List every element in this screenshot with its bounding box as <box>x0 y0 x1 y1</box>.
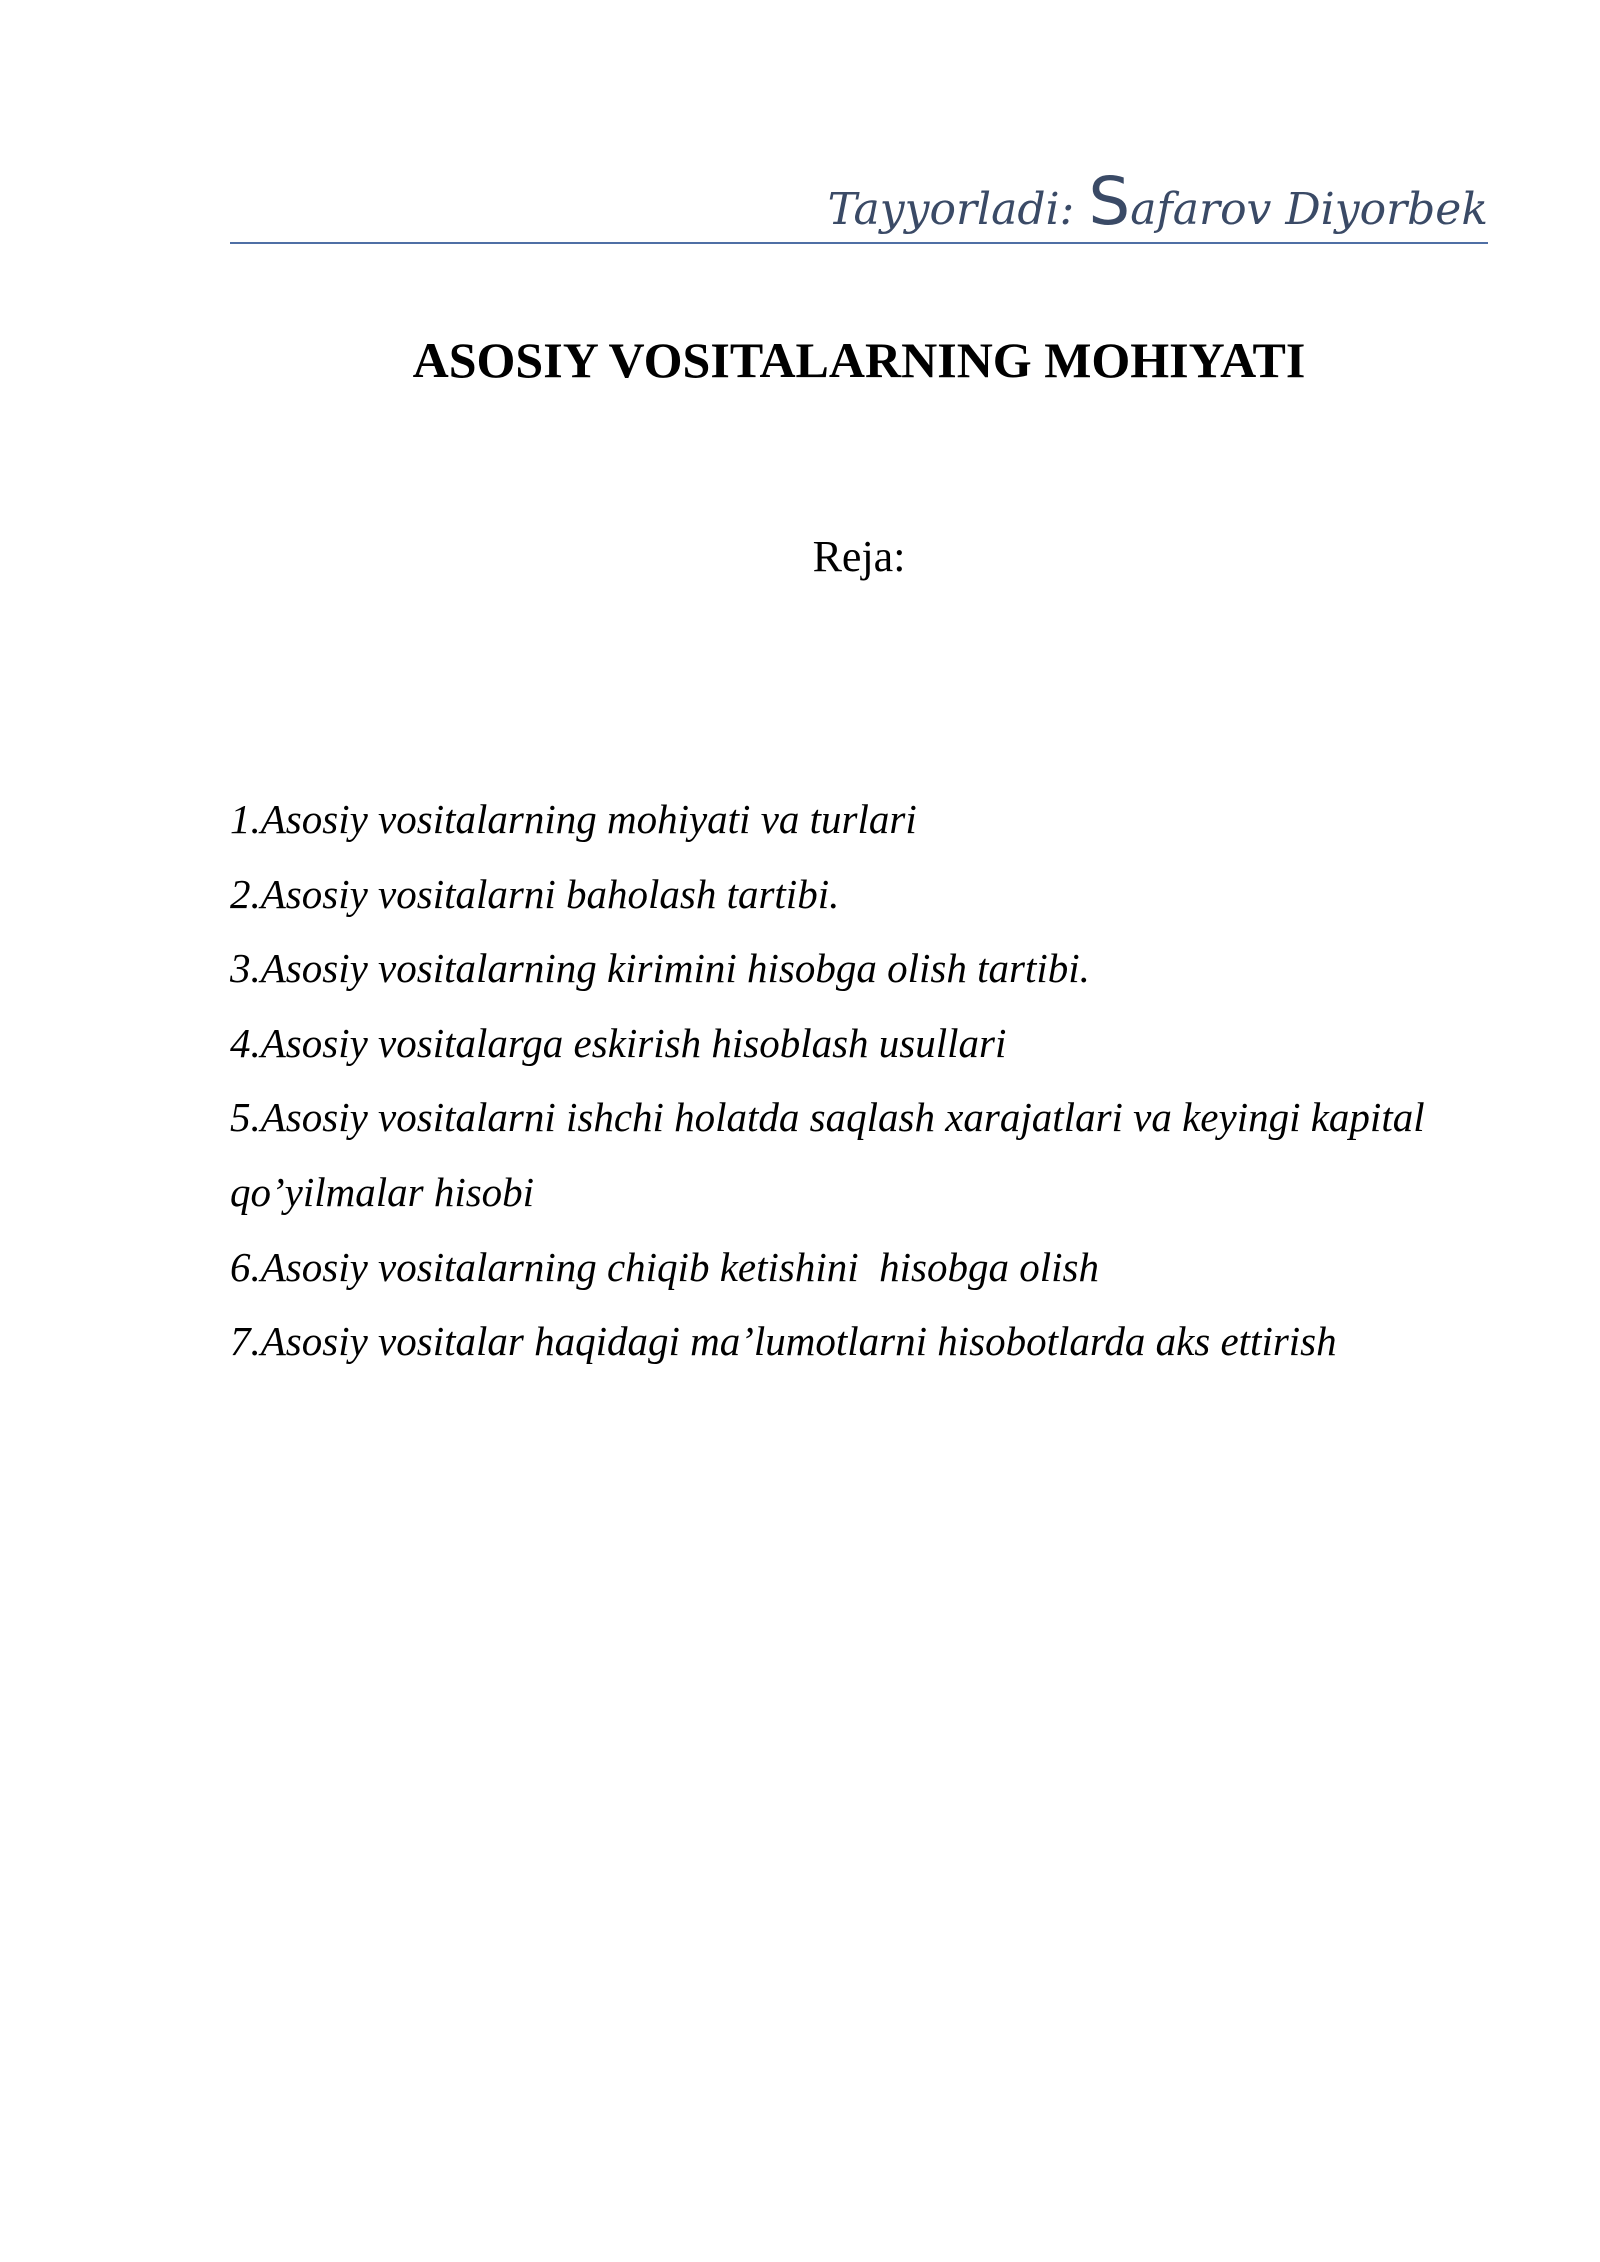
plan-item: 6.Asosiy vositalarning chiqib ketishini hisobga olish <box>230 1243 1099 1290</box>
plan-item: 2.Asosiy vositalarni baholash tartibi. <box>230 870 840 917</box>
author-name-initial: S <box>1088 163 1131 240</box>
page-header <box>230 163 1488 244</box>
author-prefix: Tayyorladi: <box>827 184 1089 235</box>
author-line <box>827 163 1488 242</box>
author-name-rest: afarov Diyorbek <box>1130 184 1488 235</box>
plan-item: 7.Asosiy vositalar haqidagi ma’lumotlarni hisobotlarda aks ettirish <box>230 1318 1337 1365</box>
plan-item: 3.Asosiy vositalarning kirimini hisobga olish tartibi. <box>230 945 1090 992</box>
document-title: ASOSIY VOSITALARNING MOHIYATI <box>412 332 1306 388</box>
plan-list <box>230 782 1500 1379</box>
plan-item: 5.Asosiy vositalarni ishchi holatda saqlash xarajatlari va keyingi kapital qo’yilmalar hisobi <box>230 1094 1435 1215</box>
plan-heading: Reja: <box>812 532 906 581</box>
plan-item: 4.Asosiy vositalarga eskirish hisoblash usullari <box>230 1019 1007 1066</box>
plan-item: 1.Asosiy vositalarning mohiyati va turlari <box>230 796 917 842</box>
